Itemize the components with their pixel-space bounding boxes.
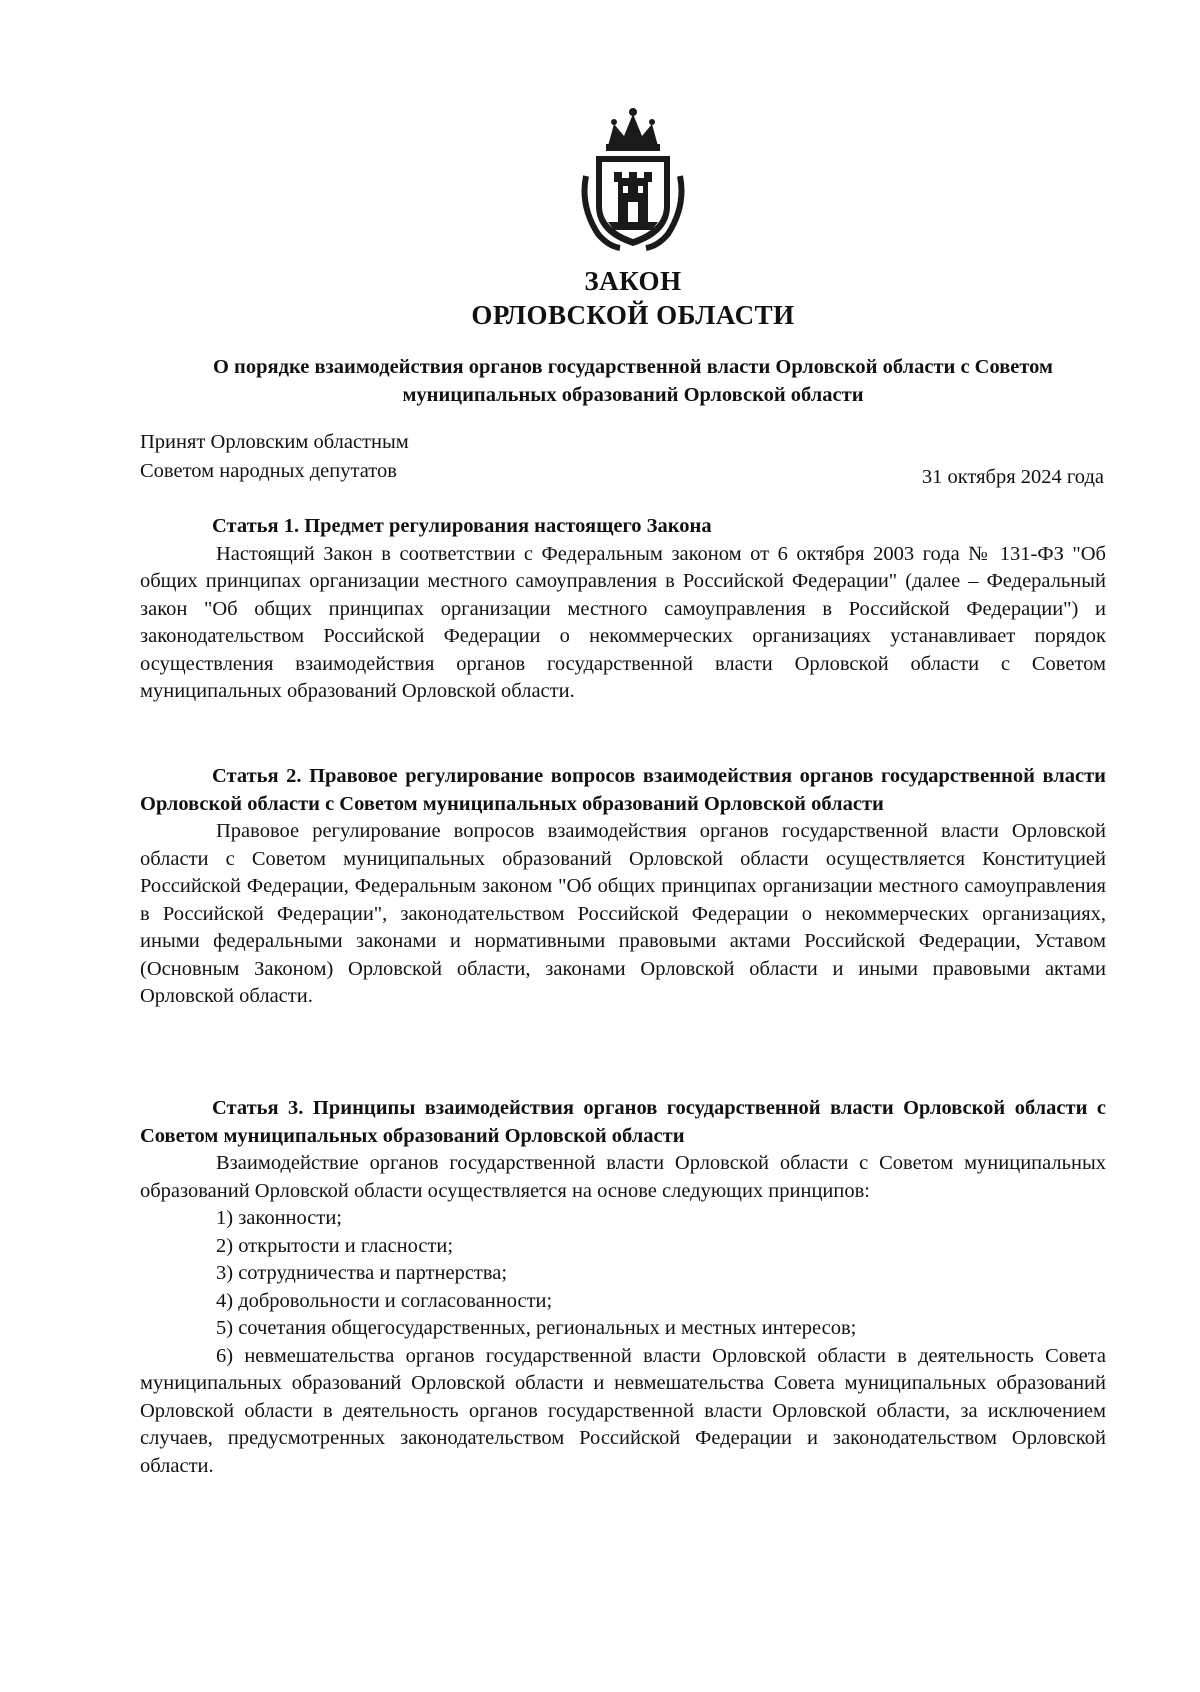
article-text: Правовое регулирование вопросов взаимодействия органов государственной власти Орловской области с Советом муниципальных образований Орловской области осуществляется Конституцией Российской Федерации, Федеральным законом "Об общих принципах организации местного самоуправления в Российской Федерации", законодательством Российской Федерации о некоммерческих организациях, иными федеральными законами и нормативными правовыми актами Российской Федерации, Уставом (Основным Законом) Орловской области, законами Орловской области и иными правовыми актами Орловской области.	[140, 820, 1106, 1007]
list-item: 1) законности;	[216, 1207, 342, 1229]
article-2	[140, 763, 1106, 1011]
document-title-region: ОРЛОВСКОЙ ОБЛАСТИ	[471, 300, 795, 330]
adoption-date: 31 октября 2024 года	[921, 466, 1104, 488]
list-item: 4) добровольности и согласованности;	[216, 1289, 553, 1312]
article-text: Настоящий Закон в соответствии с Федеральным законом от 6 октября 2003 года № 131-ФЗ "Об общих принципах организации местного самоуправления в Российской Федерации" (далее – Федеральный закон "Об общих принципах организации местного самоуправления в Российской Федерации") и законодательством Российской Федерации о некоммерческих организациях устанавливает порядок осуществления взаимодействия органов государственной власти Орловской области с Советом муниципальных образований Орловской области.	[140, 542, 1106, 702]
article-text: Взаимодействие органов государственной власти Орловской области с Советом муниципальных образований Орловской области осуществляется на основе следующих принципов:	[140, 1152, 1106, 1202]
article-heading: Статья 1. Предмет регулирования настоящего Закона	[212, 515, 712, 537]
article-3	[140, 1095, 1106, 1480]
list-item: 5) сочетания общегосударственных, региональных и местных интересов;	[216, 1317, 857, 1339]
adoption-line-1: Принят Орловским областным	[140, 431, 409, 453]
adoption-block	[140, 428, 409, 486]
list-item: 2) открытости и гласности;	[216, 1234, 454, 1257]
list-item: 6) невмешательства органов государственной власти Орловской области в деятельность Совета муниципальных образований Орловской области и невмешательства Совета муниципальных образований Орловской области в деятельность органов государственной власти Орловской области, за исключением случаев, предусмотренных законодательством Российской Федерации и законодательством Орловской области.	[140, 1344, 1106, 1477]
article-1	[140, 513, 1106, 706]
article-heading: Статья 2. Правовое регулирование вопросов взаимодействия органов государственной власти Орловской области с Советом муниципальных образований Орловской области	[140, 765, 1106, 815]
list-item: 3) сотрудничества и партнерства;	[216, 1262, 508, 1284]
adoption-line-2: Советом народных депутатов	[140, 460, 397, 482]
document-subtitle: О порядке взаимодействия органов государственной власти Орловской области с Советом муниципальных образований Орловской области	[212, 356, 1054, 406]
coat-of-arms-emblem	[578, 106, 688, 252]
article-heading: Статья 3. Принципы взаимодействия органов государственной власти Орловской области с Советом муниципальных образований Орловской области	[140, 1097, 1106, 1147]
document-title: ЗАКОН	[584, 266, 682, 296]
